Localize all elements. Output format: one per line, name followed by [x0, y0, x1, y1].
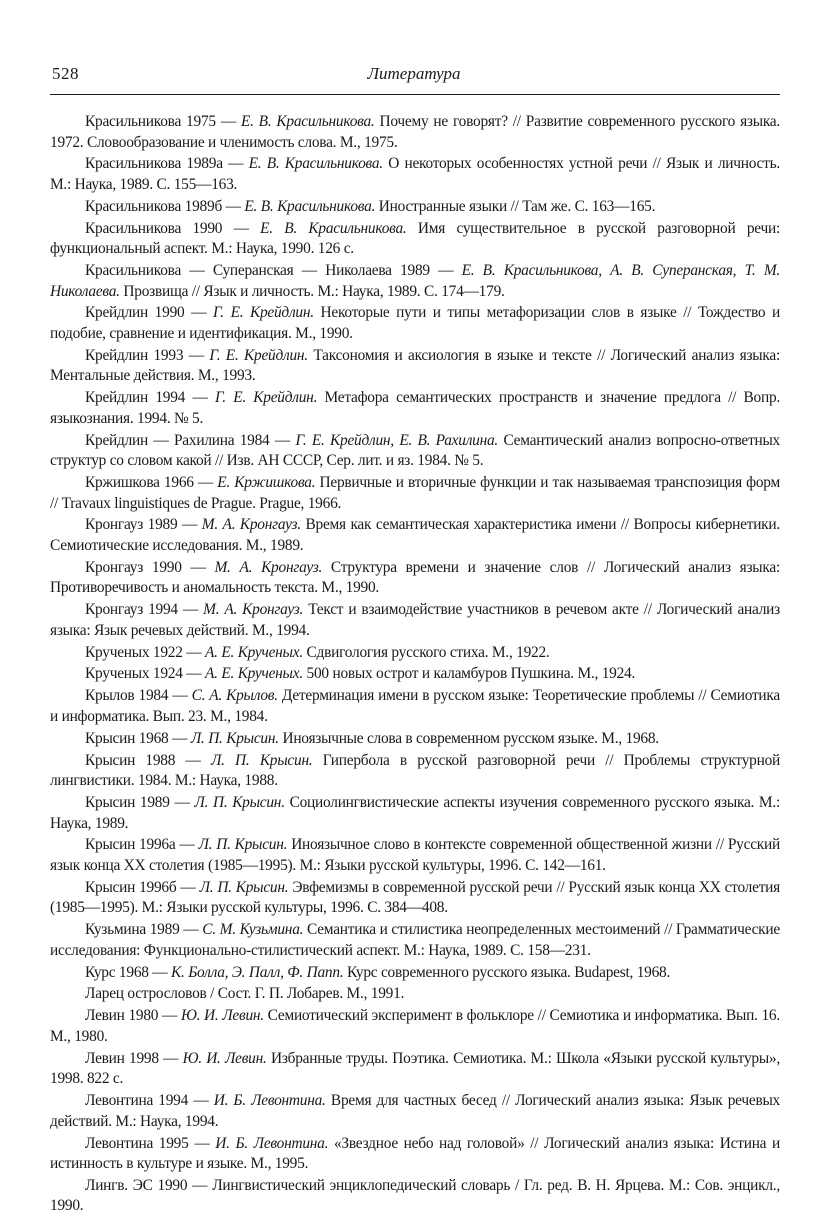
running-title: Литература — [367, 64, 461, 83]
entry-key: Красильникова 1975 — — [85, 113, 241, 130]
entry-text: Время как семантическая характеристика имени // Вопросы кибернетики. Семиотические исследования. М., 1989. — [50, 516, 780, 554]
entry-text: Эвфемизмы в современной русской речи // Русский язык конца XX столетия (1985—1995). М.: Языки русской культуры, 1996. С. 384—408. — [50, 878, 780, 917]
bibliography-entry — [50, 197, 780, 218]
entry-key: Левин 1980 — — [85, 1007, 181, 1025]
entry-author: И. Б. Левонтина. — [213, 1092, 326, 1110]
bibliography-entry — [50, 1091, 780, 1132]
entry-author: М. А. Кронгауз. — [214, 558, 323, 576]
entry-text: Курс современного русского языка. Budapest, 1968. — [343, 963, 671, 981]
entry-text: Таксономия и аксиология в языке и тексте // Логический анализ языка: Ментальные действия. М., 1993. — [50, 346, 780, 385]
bibliography-entry — [50, 963, 780, 984]
bibliography-entry — [50, 261, 780, 302]
entry-author: Г. Е. Крейдлин. — [214, 389, 318, 407]
entry-text: Первичные и вторичные функции и так называемая транспозиция форм // Travaux linguistiques de Prague. Prague, 1966. — [50, 474, 780, 512]
entry-author: Л. П. Крысин. — [210, 751, 313, 769]
entry-key: Красильникова 1989б — — [85, 197, 245, 215]
entry-author: Е. В. Красильникова. — [244, 197, 376, 215]
entry-text: Сдвигология русского стиха. М., 1922. — [302, 643, 550, 661]
bibliography-entry — [50, 686, 780, 727]
entry-text: Гипербола в русской разговорной речи // Проблемы структурной лингвистики. 1984. М.: Наука, 1988. — [50, 751, 780, 790]
entry-key: Крученых 1924 — — [85, 665, 206, 683]
entry-key: Кронгауз 1994 — — [85, 601, 204, 619]
entry-key: Крысин 1988 — — [85, 751, 211, 769]
entry-text: Детерминация имени в русском языке: Теоретические проблемы // Семиотика и информатика. Вып. 23. М., 1984. — [50, 687, 780, 725]
bibliography-list — [50, 112, 780, 1218]
bibliography-entry — [50, 473, 780, 514]
entry-author: К. Болла, Э. Палл, Ф. Папп. — [171, 963, 344, 981]
bibliography-entry — [50, 219, 780, 260]
bibliography-entry — [50, 1049, 780, 1090]
entry-key: Крейдлин 1994 — — [85, 389, 215, 407]
entry-author: Г. Е. Крейдлин. — [212, 304, 314, 322]
entry-author: Е. Кржишкова. — [217, 474, 316, 492]
bibliography-entry — [50, 388, 780, 429]
entry-text: Имя существительное в русской разговорной речи: функциональный аспект. М.: Наука, 1990. 126 с. — [50, 219, 780, 258]
entry-author: Л. П. Крысин. — [194, 794, 285, 812]
entry-key: Крысин 1996б — — [85, 878, 200, 896]
entry-author: Л. П. Крысин. — [199, 878, 289, 896]
entry-text: «Звездное небо над головой» // Логический анализ языка: Истина и истинность в культуре и языке. М., 1995. — [50, 1134, 781, 1173]
bibliography-entry — [50, 112, 780, 153]
bibliography-entry — [50, 729, 780, 750]
entry-author: Е. В. Красильникова. — [260, 219, 407, 237]
entry-key: Лингв. ЭС 1990 — Лингвистический энциклопедический словарь / Гл. ред. В. Н. Ярцева. М.: Сов. энцикл., 1990. — [50, 1176, 780, 1215]
bibliography-entry — [50, 878, 780, 919]
entry-author: Г. Е. Крейдлин. — [209, 346, 308, 364]
entry-text: О некоторых особенностях устной речи // Язык и личность. М.: Наука, 1989. С. 155—163. — [50, 155, 780, 193]
bibliography-entry — [50, 303, 780, 344]
bibliography-entry — [50, 346, 780, 387]
entry-key: Красильникова 1989а — — [85, 155, 249, 173]
entry-text: Иноязычные слова в современном русском языке. М., 1968. — [278, 729, 659, 747]
entry-key: Кронгауз 1989 — — [85, 516, 202, 534]
entry-author: М. А. Кронгауз. — [201, 516, 301, 534]
bibliography-entry — [50, 558, 780, 599]
bibliography-entry — [50, 515, 780, 556]
entry-author: С. М. Кузьмина. — [202, 921, 304, 939]
entry-key: Крылов 1984 — — [85, 687, 192, 705]
bibliography-entry — [50, 920, 780, 961]
entry-author: Ю. И. Левин. — [182, 1049, 267, 1067]
entry-author: Г. Е. Крейдлин, Е. В. Рахилина. — [295, 431, 499, 449]
entry-text: Время для частных бесед // Логический анализ языка: Язык речевых действий. М.: Наука, 1994. — [50, 1092, 780, 1130]
entry-key: Крученых 1922 — — [85, 643, 206, 661]
bibliography-entry — [50, 751, 780, 792]
entry-author: И. Б. Левонтина. — [215, 1134, 329, 1152]
page-number: 528 — [52, 64, 79, 83]
entry-key: Красильникова 1990 — — [85, 219, 261, 237]
entry-key: Кузьмина 1989 — — [85, 921, 203, 939]
bibliography-entry — [50, 984, 780, 1005]
entry-text: Почему не говорят? // Развитие современного русского языка. 1972. Словообразование и членимость слова. М., 1975. — [50, 113, 780, 151]
entry-key: Левонтина 1994 — — [85, 1092, 214, 1110]
bibliography-entry — [50, 1176, 780, 1217]
entry-text: Социолингвистические аспекты изучения современного русского языка. М.: Наука, 1989. — [50, 794, 780, 832]
entry-key: Крысин 1968 — — [85, 729, 191, 747]
bibliography-entry — [50, 664, 780, 685]
entry-text: Текст и взаимодействие участников в речевом акте // Логический анализ языка: Язык речевых действий. М., 1994. — [50, 601, 780, 639]
entry-key: Курс 1968 — — [85, 963, 172, 981]
entry-author: Л. П. Крысин. — [190, 729, 279, 747]
bibliography-entry — [50, 431, 780, 472]
entry-key: Красильникова — Суперанская — Николаева 1989 — — [85, 262, 462, 280]
entry-text: Семантический анализ вопросно-ответных структур со словом какой // Изв. АН СССР, Сер. лит. и яз. 1984. № 5. — [50, 431, 781, 470]
bibliography-entry — [50, 1006, 780, 1047]
entry-text: Семантика и стилистика неопределенных местоимений // Грамматические исследования: Функционально-стилистический аспект. М.: Наука, 1989. С. 158—231. — [50, 921, 780, 959]
entry-text: Структура времени и значение слов // Логический анализ языка: Противоречивость и аномальность текста. М., 1990. — [50, 558, 780, 597]
bibliography-entry — [50, 835, 780, 876]
bibliography-entry — [50, 154, 780, 195]
entry-key: Кржишкова 1966 — — [85, 474, 218, 492]
entry-author: Ю. И. Левин. — [180, 1007, 264, 1025]
entry-text: 500 новых острот и каламбуров Пушкина. М., 1924. — [302, 665, 636, 683]
page-header — [48, 64, 780, 90]
entry-text: Иностранные языки // Там же. С. 163—165. — [375, 197, 656, 215]
entry-author: Е. В. Красильникова. — [248, 155, 383, 173]
entry-text: Некоторые пути и типы метафоризации слов в языке // Тождество и подобие, сравнение и идентификация. М., 1990. — [50, 304, 780, 342]
entry-author: А. Е. Крученых. — [205, 665, 303, 683]
bibliography-entry — [50, 1134, 780, 1175]
entry-text: Избранные труды. Поэтика. Семиотика. М.: Школа «Языки русской культуры», 1998. 822 с. — [50, 1049, 780, 1088]
entry-key: Левин 1998 — — [85, 1049, 183, 1067]
entry-key: Кронгауз 1990 — — [85, 558, 215, 576]
entry-text: Иноязычное слово в контексте современной общественной жизни // Русский язык конца XX столетия (1985—1995). М.: Языки русской культуры, 1996. С. 142—161. — [50, 836, 780, 874]
entry-key: Крысин 1996а — — [85, 836, 199, 854]
entry-author: Е. В. Красильникова, А. В. Суперанская, Т. М. Николаева. — [50, 262, 781, 300]
entry-text: Прозвища // Язык и личность. М.: Наука, 1989. С. 174—179. — [119, 282, 505, 300]
entry-key: Левонтина 1995 — — [85, 1134, 216, 1152]
entry-author: А. Е. Крученых. — [205, 643, 303, 661]
bibliography-entry — [50, 793, 780, 834]
entry-key: Крейдлин 1990 — — [85, 304, 213, 322]
header-rule — [50, 94, 780, 95]
bibliography-entry — [50, 600, 780, 641]
entry-text: Семиотический эксперимент в фольклоре // Семиотика и информатика. Вып. 16. М., 1980. — [50, 1007, 780, 1045]
entry-key: Ларец острословов / Сост. Г. П. Лобарев. М., 1991. — [85, 985, 405, 1003]
entry-author: С. А. Крылов. — [191, 687, 278, 705]
entry-author: Л. П. Крысин. — [198, 836, 288, 854]
entry-author: М. А. Кронгауз. — [203, 601, 304, 619]
entry-author: Е. В. Красильникова. — [240, 113, 375, 130]
entry-key: Крейдлин — Рахилина 1984 — — [85, 431, 296, 449]
entry-key: Крысин 1989 — — [85, 794, 195, 812]
bibliography-entry — [50, 643, 780, 664]
entry-key: Крейдлин 1993 — — [85, 346, 210, 364]
entry-text: Метафора семантических пространств и значение предлога // Вопр. языкознания. 1994. № 5. — [50, 389, 780, 427]
